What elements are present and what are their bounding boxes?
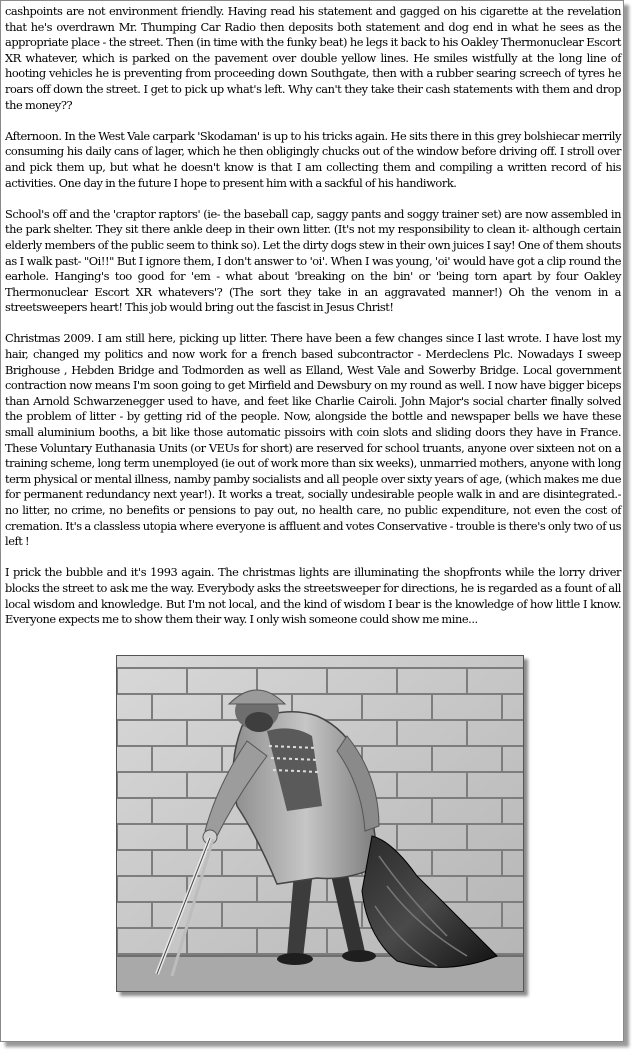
- paragraph-4: Christmas 2009. I am still here, picking up litter. There have been a few changes since I last wrote. I have lost my hair, changed my politics and now work for a french based subcontractor - Merdeclens Plc. Nowadays I sweep Brighouse , Hebden Bridge and Todmorden as well as Elland, West Vale and Sowerby Bridge. Local government contraction now means I'm soon going to get Mirfield and Dewsbury on my round as well. I now have bigger biceps than Arnold Schwarzenegger used to have, and feet like Charlie Cairoli. John Major's social charter finally solved the problem of litter - by getting rid of the people. Now, alongside the bottle and newspaper bells we have these small aluminium booths, a bit like those automatic pissoirs with coin slots and sliding doors they have in France. These Voluntary Euthanasia Units (or VEUs for short) are reserved for school truants, anyone over sixteen not on a training scheme, long term unemployed (ie out of work more than six weeks), unmarried mothers, anyone with long term physical or mental illness, namby pamby socialists and all people over sixty years of age, (which makes me due for permanent redundancy next year!). It works a treat, socially undesirable people walk in and are disintegrated.- no litter, no crime, no benefits or pensions to pay out, no health care, no public expenditure, not even the cost of cremation. It's a classless utopia where everyone is affluent and votes Conservative - trouble is there's only two of us left !: [5, 331, 621, 549]
- article-text: [5, 4, 621, 643]
- paragraph-3: School's off and the 'craptor raptors' (ie- the baseball cap, saggy pants and soggy trainer set) are now assembled in the park shelter. They sit there ankle deep in their own litter. (It's not my responsibility to clean it- although certain elderly members of the public seem to think so). Let the dirty dogs stew in their own juices I say! One of them shouts as I walk past- "Oi!!" But I ignore them, I don't answer to 'oi'. When I was young, 'oi' would have got a clip round the earhole. Hanging's too good for 'em - what about 'breaking on the bin' or 'being torn apart by four Oakley Thermonuclear Escort XR whatevers'? (The sort they take in an aggravated manner!) Oh the venom in a streetsweepers heart! This job would bring out the fascist in Jesus Christ!: [5, 206, 621, 315]
- paragraph-5: I prick the bubble and it's 1993 again. The christmas lights are illuminating the shopfronts while the lorry driver blocks the street to ask me the way. Everybody asks the streetsweeper for directions, he is regarded as a fount of all local wisdom and knowledge. But I'm not local, and the kind of wisdom I bear is the knowledge of how little I know. Everyone expects me to show them their way. I only wish someone could show me mine...: [5, 565, 621, 627]
- paragraph-2: Afternoon. In the West Vale carpark 'Skodaman' is up to his tricks again. He sits there in this grey bolshiecar merrily consuming his daily cans of lager, which he then obligingly chucks out of the window before driving off. I stroll over and pick them up, but what he doesn't know is that I am collecting them and compiling a written record of his activities. One day in the future I hope to present him with a sackful of his handiwork.: [5, 128, 621, 190]
- streetsweeper-photo: [116, 655, 524, 992]
- photo-illustration: [117, 656, 523, 991]
- paragraph-1: cashpoints are not environment friendly. Having read his statement and gagged on his cigarette at the revelation that he's overdrawn Mr. Thumping Car Radio then deposits both statement and dog end in what he sees as the appropriate place - the street. Then (in time with the funky beat) he legs it back to his Oakley Thermonuclear Escort XR whatever, which is parked on the pavement over double yellow lines. He smiles wistfully at the long line of hooting vehicles he is preventing from proceeding down Southgate, then with a rubber searing screech of tyres he roars off down the street. I get to pick up what's left. Why can't they take their cash statements with them and drop the money??: [5, 4, 621, 112]
